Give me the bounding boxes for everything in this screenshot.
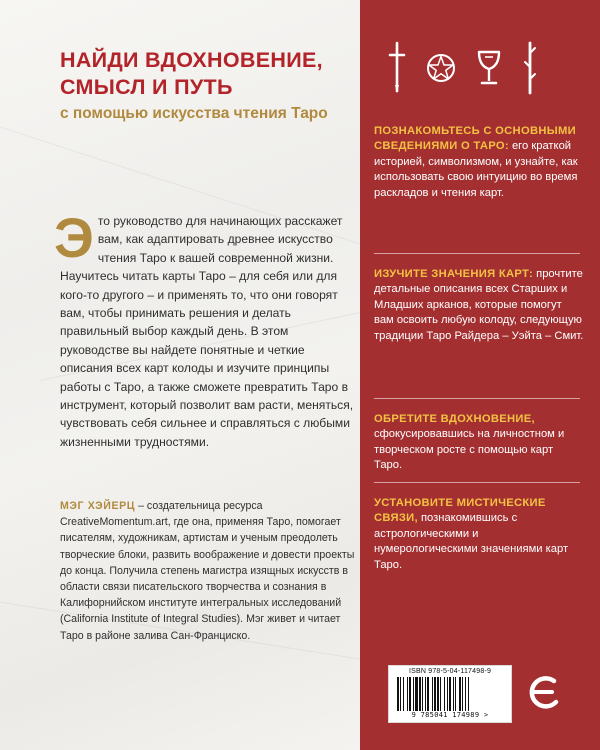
pentacle-icon bbox=[426, 53, 456, 83]
barcode-bar bbox=[455, 677, 456, 711]
barcode-bar bbox=[434, 677, 436, 711]
barcode bbox=[397, 677, 503, 711]
feature-heading: УСТАНОВИТЕ МИСТИЧЕСКИЕ СВЯЗИ, bbox=[374, 497, 546, 525]
barcode-bar bbox=[453, 677, 454, 711]
divider bbox=[374, 482, 580, 483]
tarot-suit-icons bbox=[388, 40, 538, 96]
feature-text: сфокусировавшись на личностном и творческом росте с помощью карт Таро. bbox=[374, 428, 565, 472]
feature-text: познакомившись с астрологическими и нумерологическими значениями карт Таро. bbox=[374, 512, 569, 571]
barcode-bar bbox=[440, 677, 441, 711]
author-bio-text: – создательница ресурса CreativeMomentum.art, где она, применяя Таро, помогает писателям, художникам, артистам и ученым преодолеть творческие блоки, развить воображение и довести проекты до конца. Получила степень магистра изящных искусств в области связи писательского творчества и сознания в Калифорнийском институте интегральных исследований (California Institute of Integral Studies). Мэг живет и читает Таро в районе залива Сан-Франциско. bbox=[60, 500, 355, 642]
feature-heading: ОБРЕТИТЕ ВДОХНОВЕНИЕ, bbox=[374, 413, 535, 425]
publisher-logo-icon bbox=[528, 672, 562, 712]
feature-text: его краткой историей, символизмом, и узнайте, как использовать свою интуицию во время раскладов и чтения карт. bbox=[374, 140, 578, 199]
page-subtitle: с помощью искусства чтения Таро bbox=[60, 105, 328, 122]
divider bbox=[374, 398, 580, 399]
barcode-bar bbox=[444, 677, 445, 711]
barcode-bar bbox=[427, 677, 429, 711]
barcode-bar bbox=[419, 677, 421, 711]
barcode-bar bbox=[413, 677, 414, 711]
barcode-bar bbox=[397, 677, 399, 711]
right-panel bbox=[360, 0, 600, 750]
barcode-bar bbox=[415, 677, 418, 711]
feature-heading: ПОЗНАКОМЬТЕСЬ С ОСНОВНЫМИ СВЕДЕНИЯМИ О ТАРО: bbox=[374, 125, 576, 153]
barcode-bar bbox=[400, 677, 401, 711]
cup-icon bbox=[476, 48, 502, 88]
barcode-bar bbox=[409, 677, 411, 711]
page-title: НАЙДИ ВДОХНОВЕНИЕ, СМЫСЛ И ПУТЬ bbox=[60, 48, 323, 99]
feature-block-meanings bbox=[374, 267, 584, 344]
barcode-bar bbox=[437, 677, 439, 711]
barcode-bar bbox=[449, 677, 451, 711]
barcode-box bbox=[388, 665, 512, 723]
barcode-bar bbox=[465, 677, 466, 711]
barcode-bar bbox=[425, 677, 426, 711]
wand-icon bbox=[522, 41, 538, 95]
feature-block-connections bbox=[374, 496, 584, 573]
author-bio bbox=[60, 498, 360, 644]
feature-block-inspiration bbox=[374, 412, 584, 474]
intro-text: то руководство для начинающих расскажет вам, как адаптировать древнее искусство чтения Таро к вашей современной жизни. Научитесь читать карты Таро – для себя или для кого-то другого – и применять то, что они говорят вам, чтобы принимать решения и делать правильный выбор каждый день. В этом руководстве вы найдете понятные и четкие описания всех карт колоды и изучите принципы работы с Таро, а также сможете превратить Таро в инструмент, который позволит вам расти, меняться, чувствовать себя сильнее и справляться с любыми жизненными трудностями. bbox=[60, 214, 354, 449]
feature-block-basics bbox=[374, 124, 584, 201]
barcode-bar bbox=[462, 677, 463, 711]
feature-heading: ИЗУЧИТЕ ЗНАЧЕНИЯ КАРТ: bbox=[374, 268, 534, 280]
barcode-bar bbox=[459, 677, 461, 711]
barcode-bar bbox=[407, 677, 408, 711]
barcode-bar bbox=[447, 677, 448, 711]
sword-icon bbox=[388, 41, 406, 95]
isbn-label: ISBN 978-5-04-117498-9 bbox=[408, 668, 492, 675]
barcode-bar bbox=[422, 677, 423, 711]
feature-text: прочтите детальные описания всех Старших и Младших арканов, которые помогут вам освоить любую колоду, следующую традиции Таро Райдера – Уэйта – Смит. bbox=[374, 268, 584, 342]
intro-paragraph bbox=[54, 206, 360, 451]
barcode-bar bbox=[432, 677, 433, 711]
barcode-number: 9 785041 174989 > bbox=[411, 711, 489, 719]
barcode-bar bbox=[403, 677, 404, 711]
author-name: МЭГ ХЭЙЕРЦ bbox=[60, 500, 136, 512]
drop-cap: Э bbox=[54, 206, 94, 269]
barcode-bar bbox=[468, 677, 469, 711]
divider bbox=[374, 253, 580, 254]
